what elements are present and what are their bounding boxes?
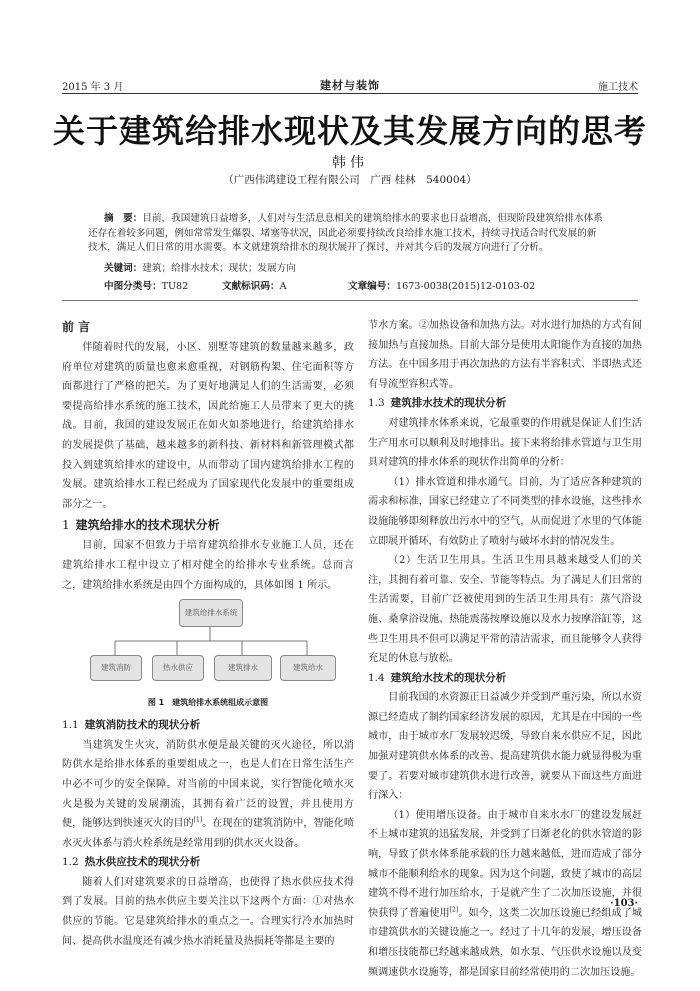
clc-number: 中图分类号：TU82: [104, 281, 189, 292]
section-1-4-heading: 1.4 建筑给水技术的现状分析: [368, 671, 507, 684]
figure-node-hot-water: 热水供应: [152, 655, 204, 681]
intro-heading: 前 言: [62, 320, 91, 334]
article-number: 文章编号：1673-0038(2015)12-0103-02: [348, 281, 536, 292]
keywords-label: 关键词：: [104, 263, 143, 274]
author-name: 韩伟: [332, 155, 368, 171]
author-affiliation: （广西伟鸿建设工程有限公司 广西 桂林 540004）: [223, 174, 477, 186]
keywords-text: 建筑；给排水技术；现状；发展方向: [142, 263, 296, 274]
figure-caption: 图 1 建筑给排水系统组成示意图: [147, 698, 269, 708]
section-1-3-paragraph-2: （1）排水管道和排水通气。目前，为了适应各种建筑的需求和标准，国家已经建立了不同类型的排水设施，这些排水设施能够即刻释放出污水中的空气，从而促进了水里的气体能立即展开循环，有效防止了喷射与破坏水封的情况发生。: [368, 476, 642, 547]
citation-2: [2]: [449, 906, 459, 914]
figure-node-drainage: 建筑排水: [214, 655, 272, 681]
abstract-label: 摘 要：: [104, 213, 143, 224]
section-name: 施工技术: [598, 82, 638, 93]
figure-node-water-supply: 建筑给水: [280, 655, 336, 681]
keywords: [104, 260, 296, 274]
article-title: 关于建筑给排水现状及其发展方向的思考: [52, 112, 647, 150]
figure-node-fire: 建筑消防: [90, 655, 142, 681]
section-1-1-heading: 1.1 建筑消防技术的现状分析: [62, 719, 201, 732]
section-1-paragraph: 目前，国家不但致力于培育建筑给排水专业施工人员，还在建筑给排水工程中设立了相对健全的给排水专业系统。总而言之，建筑给排水系统是由四个方面构成的，具体如图 1 所示。: [62, 540, 354, 591]
section-1-heading: 1 建筑给排水的技术现状分析: [62, 518, 220, 533]
section-1-3-paragraph-1: 对建筑排水体系来说，它最重要的作用就是保证人们生活生产用水可以顺利及时地排出。接下来将给排水管道与卫生用具对建筑的排水体系的现状作出简单的分析：: [368, 417, 642, 469]
left-column: [62, 316, 354, 951]
section-1-4-paragraph-1: 目前我国的水资源正日益减少并受到严重污染，所以水资源已经造成了制约国家经济发展的原因，尤其是在中国的一些城市，由于城市水厂发展较迟缓，导致自来水供应不足，因此加强对建筑供水体系的改善、提高建筑供水能力就显得极为重要了。若要对城市建筑供水进行改善，就要从下面这些方面进行深入：: [368, 692, 642, 802]
issue-date: 2015 年 3 月: [62, 82, 124, 93]
section-1-4-paragraph-2: （1）使用增压设备。由于城市自来水水厂的建设发展赶不上城市建筑的迅猛发展，并受到了日渐老化的供水管道的影响，导致了供水体系能承载的压力越来越低，进而造成了部分城市不能顺利给水的现象。因为这个问题，致使了城市的高层建筑不得不进行加压给水，于是就产生了二次加压设施，并很快获得了普遍使用[2]。如今，这类二次加压设施已经组成了城市建筑供水的关键设施之一。经过了十几年的发展，增压设备和增压技能都已经越来越成熟，如水泵、气压供水设施以及变频调速供水设施等，都是国家目前经常使用的二次加压设施。: [368, 809, 643, 978]
figure-root-node: 建筑给排水系统: [179, 599, 243, 627]
running-header: [62, 78, 638, 94]
journal-name: 建材与装饰: [320, 79, 380, 92]
abstract-line-3: 技术，满足人们日常的用水需要。本文就建筑给排水的现状展开了探讨，并对其今后的发展方向进行了分析。: [88, 242, 549, 254]
intro-paragraph: 伴随着时代的发展，小区、别墅等建筑的数量越来越多，政府单位对建筑的质量也愈来愈重视，对钢筋构架、住宅面积等方面都进行了严格的把关。为了更好地满足人们的生活需要，必须要提高给排水系统的施工技术，因此给施工人员带来了更大的挑战。目前，我国的建设发展正在如火如荼地进行，给建筑给排水的发展提供了基础，越来越多的新科技、新材料和新管理模式都投入到建筑给排水的建设中，从而带动了国内建筑给排水工程的发展。建筑给排水工程已经成为了国家现代化发展中的重要组成部分之一。: [62, 342, 354, 510]
section-1-3-paragraph-3: （2）生活卫生用具。生活卫生用具越来越受人们的关注，其拥有着可靠、安全、节能等特点。为了满足人们日常的生活需要，目前广泛被使用到的生活卫生用具有：蒸气浴设施、桑拿浴设施、热能震荡按摩设施以及水力按摩浴缸等，这些卫生用具不但可以满足平常的清洁需求，而且能够令人获得充足的休息与放松。: [368, 555, 642, 665]
section-1-3-heading: 1.3 建筑排水技术的现状分析: [368, 397, 507, 410]
page-number: ·103·: [610, 898, 638, 909]
section-1-2-paragraph: 随着人们对建筑要求的日益增高，也使得了热水供应技术得到了发展。目前的热水供应主要关注以下这两个方面：①对热水供应的节能。它是建筑给排水的重点之一。合理实行冷水加热时间、提高供水温度还有减少热水消耗量及热损耗等都是主要的: [62, 876, 354, 947]
citation-1: [1]: [193, 816, 203, 824]
section-1-2-heading: 1.2 热水供应技术的现状分析: [62, 856, 201, 869]
header-rule: [62, 93, 638, 94]
abstract-line-1: 摘 要：目前，我国建筑日益增多，人们对与生活息息相关的建筑给排水的要求也日益增高，但现阶段建筑给排水体系: [104, 213, 603, 224]
section-1-2-continued: 节水方案。②加热设备和加热方法。对水进行加热的方式有间接加热与直接加热。目前大部分是使用太阳能作为直接的加热方法。在中国多用于再次加热的方法有半容积式、半即热式还有导流型容积式等。: [368, 320, 642, 390]
right-column: [368, 316, 642, 982]
abstract: [88, 212, 636, 256]
figure-1: [62, 599, 354, 714]
document-code: 文献标识码：A: [222, 281, 287, 292]
section-1-1-paragraph: 当建筑发生火灾，消防供水便是最关键的灭火途径，所以消防供水是给排水体系的重要组成之一，也是人们在日常生活生产中必不可少的安全保障。对当前的中国来说，实行智能化喷水灭火是极为关键的发展潮流，其拥有着广泛的设置，并且使用方便，能够达到快速灭火的目的[1]。在现在的建筑消防中，智能化喷水灭火体系与消火栓系统是经常用到的供水灭火设备。: [62, 739, 354, 849]
abstract-separator: [62, 300, 638, 301]
abstract-line-2: 还存在着较多问题，例如常常发生爆裂、堵塞等状况，因此必须要持续改良给排水施工技术，持续寻找适合时代发展的新: [88, 227, 597, 239]
